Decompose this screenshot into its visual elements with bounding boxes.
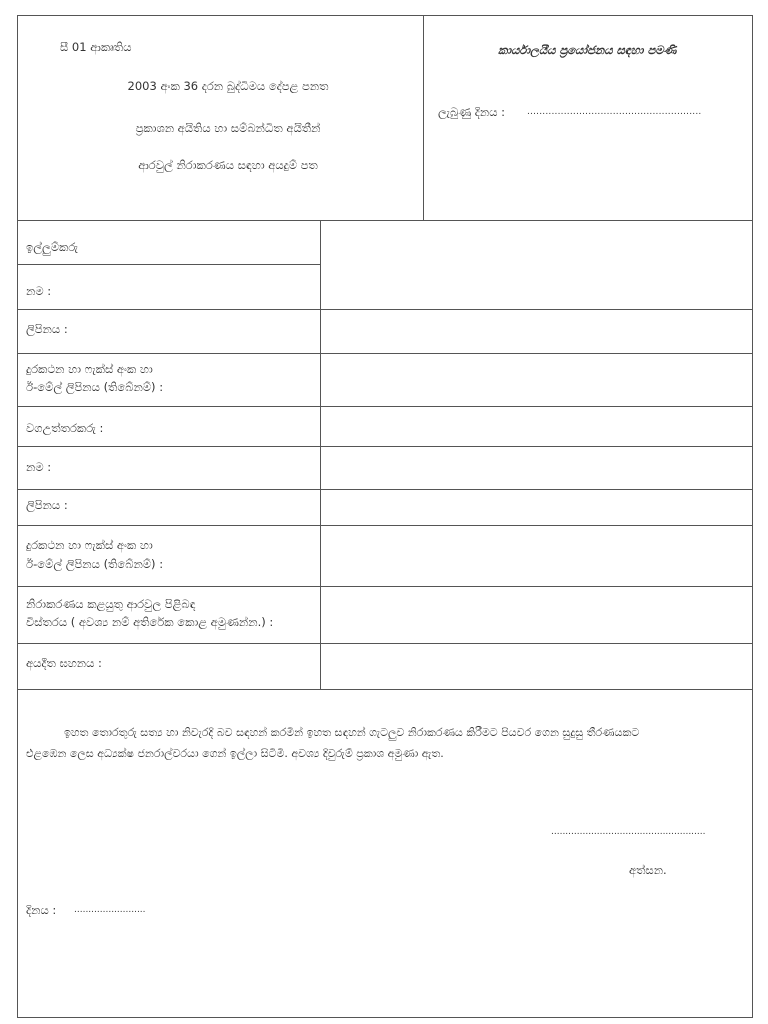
claimant-contact-field[interactable] [321, 354, 752, 406]
form-number: සී 01 ආකෘතිය [60, 40, 132, 54]
respondent-field[interactable] [321, 407, 752, 446]
header-divider [423, 15, 424, 221]
fee-field[interactable] [321, 644, 752, 689]
declaration-line-2: එළඹෙන ලෙස අධ්‍යක්ෂ ජනරාල්වරයා ගෙන් ඉල්ලා සිටිමි. අවශ්‍ය දිවුරුම් ප්‍රකාශ අමුණා ඇත. [26, 747, 444, 760]
signature-field[interactable]: ...................................................... [551, 827, 706, 837]
received-date-label: ලැබුණු දිනය : [438, 105, 506, 119]
form-title-line-2: ප්‍රකාශන අයිතිය හා සම්බන්ධිත අයිතීන් [135, 121, 321, 135]
date-field[interactable]: ......................... [74, 905, 146, 915]
divider-claimant [17, 264, 320, 265]
claimant-contact-label-2: ඊ-මේල් ලිපිනය (තිබේනම්) : [26, 380, 164, 394]
respondent-contact-label-1: දුරකථන හා ෆැක්ස් අංක හා [26, 538, 153, 552]
claimant-name-field[interactable] [321, 221, 752, 309]
form-title-line-1: 2003 අංක 36 දරන බුද්ධිමය දේපළ පනත [127, 79, 329, 93]
fee-label: අයදීත ඝහනය : [26, 656, 102, 670]
form-title-line-3: ආරවුල් නිරාකරණය සඳහා අයදුම් පත [138, 158, 318, 172]
respondent-name-field[interactable] [321, 447, 752, 489]
dispute-label-1: නිරාකරණය කළයුතු ආරවුල පිළිබඳ [26, 597, 196, 611]
respondent-contact-label-2: ඊ-මේල් ලිපිනය (තිබේනම්) : [26, 557, 164, 571]
claimant-address-field[interactable] [321, 310, 752, 353]
dispute-field[interactable] [321, 587, 752, 643]
respondent-label: වගඋත්තරකරු : [26, 421, 104, 435]
claimant-address-label: ලිපිනය : [26, 322, 68, 336]
date-label: දිනය : [26, 903, 57, 917]
respondent-contact-field[interactable] [321, 526, 752, 586]
respondent-address-field[interactable] [321, 490, 752, 525]
office-use-heading: කාර්යාලයීය ප්‍රයෝජනය සඳහා පමණි [498, 43, 677, 57]
received-date-field[interactable]: ......................................................... [527, 107, 702, 117]
claimant-label: ඉල්ලුම්කරු [26, 240, 78, 254]
claimant-name-label: නම : [26, 284, 52, 298]
claimant-contact-label-1: දුරකථන හා ෆැක්ස් අංක හා [26, 362, 153, 376]
signature-label: අත්සන. [629, 863, 667, 877]
respondent-address-label: ලිපිනය : [26, 498, 68, 512]
respondent-name-label: නම : [26, 460, 52, 474]
dispute-label-2: විස්තරය ( අවශ්‍ය නම් අතිරේක කොළ අමුණන්න.) : [26, 615, 274, 629]
divider-fee [17, 689, 753, 690]
declaration-line-1: ඉහත තොරතුරු සත්‍ය හා නිවැරදි බව සඳහන් කරමින් ඉහත සඳහන් ගැටලුව නිරාකරණය කිරීමට පියවර ගෙන සුදුසු තීරණයකට [64, 726, 640, 739]
